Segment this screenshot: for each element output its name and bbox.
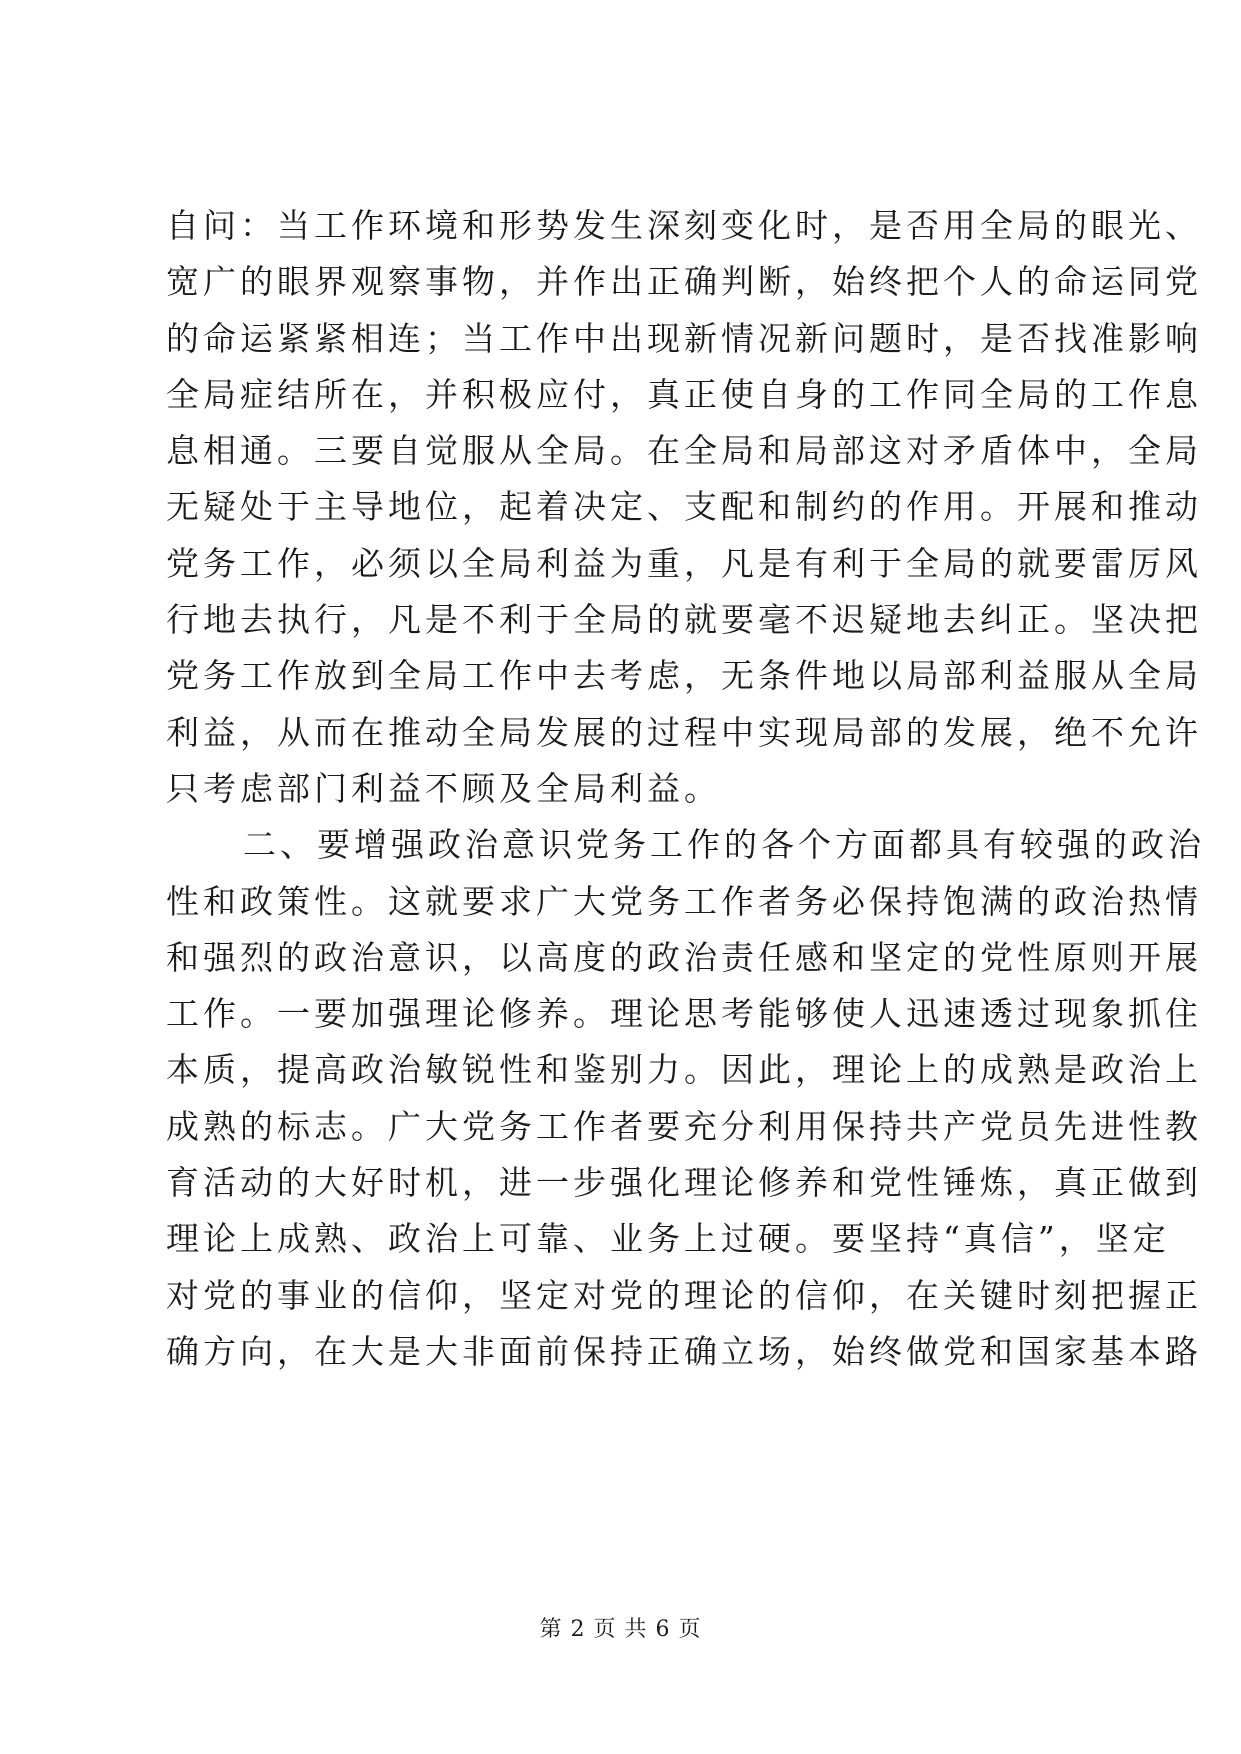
text-line: 确方向，在大是大非面前保持正确立场，始终做党和国家基本路: [166, 1331, 1202, 1371]
text-line: 和强烈的政治意识，以高度的政治责任感和坚定的党性原则开展: [166, 937, 1202, 977]
text-line: 无疑处于主导地位，起着决定、支配和制约的作用。开展和推动: [166, 487, 1202, 527]
text-line: 宽广的眼界观察事物，并作出正确判断，始终把个人的命运同党: [166, 262, 1202, 302]
text-line: 本质，提高政治敏锐性和鉴别力。因此，理论上的成熟是政治上: [166, 1050, 1202, 1090]
text-line: 行地去执行，凡是不利于全局的就要毫不迟疑地去纠正。坚决把: [166, 600, 1202, 640]
page-number-footer: 第 2 页 共 6 页: [539, 1617, 702, 1642]
section-heading-line: 二、要增强政治意识党务工作的各个方面都具有较强的政治: [243, 825, 1205, 865]
text-line: 工作。一要加强理论修养。理论思考能够使人迅速透过现象抓住: [166, 994, 1202, 1034]
text-line: 只考虑部门利益不顾及全局利益。: [166, 768, 721, 808]
text-line: 息相通。三要自觉服从全局。在全局和局部这对矛盾体中，全局: [166, 431, 1202, 471]
text-line: 的命运紧紧相连；当工作中出现新情况新问题时，是否找准影响: [166, 318, 1202, 358]
text-line: 育活动的大好时机，进一步强化理论修养和党性锤炼，真正做到: [166, 1163, 1202, 1203]
text-line: 成熟的标志。广大党务工作者要充分利用保持共产党员先进性教: [166, 1106, 1202, 1146]
text-line: 全局症结所在，并积极应付，真正使自身的工作同全局的工作息: [166, 374, 1202, 414]
text-line: 理论上成熟、政治上可靠、业务上过硬。要坚持“真信”，坚定: [166, 1219, 1170, 1259]
text-line: 性和政策性。这就要求广大党务工作者务必保持饱满的政治热情: [166, 881, 1202, 921]
body-text: [166, 198, 1205, 1380]
text-line: 党务工作放到全局工作中去考虑，无条件地以局部利益服从全局: [166, 656, 1202, 696]
text-line: 党务工作，必须以全局利益为重，凡是有利于全局的就要雷厉风: [166, 543, 1202, 583]
text-line: 对党的事业的信仰，坚定对党的理论的信仰，在关键时刻把握正: [166, 1275, 1202, 1315]
text-line: 利益，从而在推动全局发展的过程中实现局部的发展，绝不允许: [166, 712, 1202, 752]
text-line: 自问：当工作环境和形势发生深刻变化时，是否用全局的眼光、: [166, 206, 1202, 245]
